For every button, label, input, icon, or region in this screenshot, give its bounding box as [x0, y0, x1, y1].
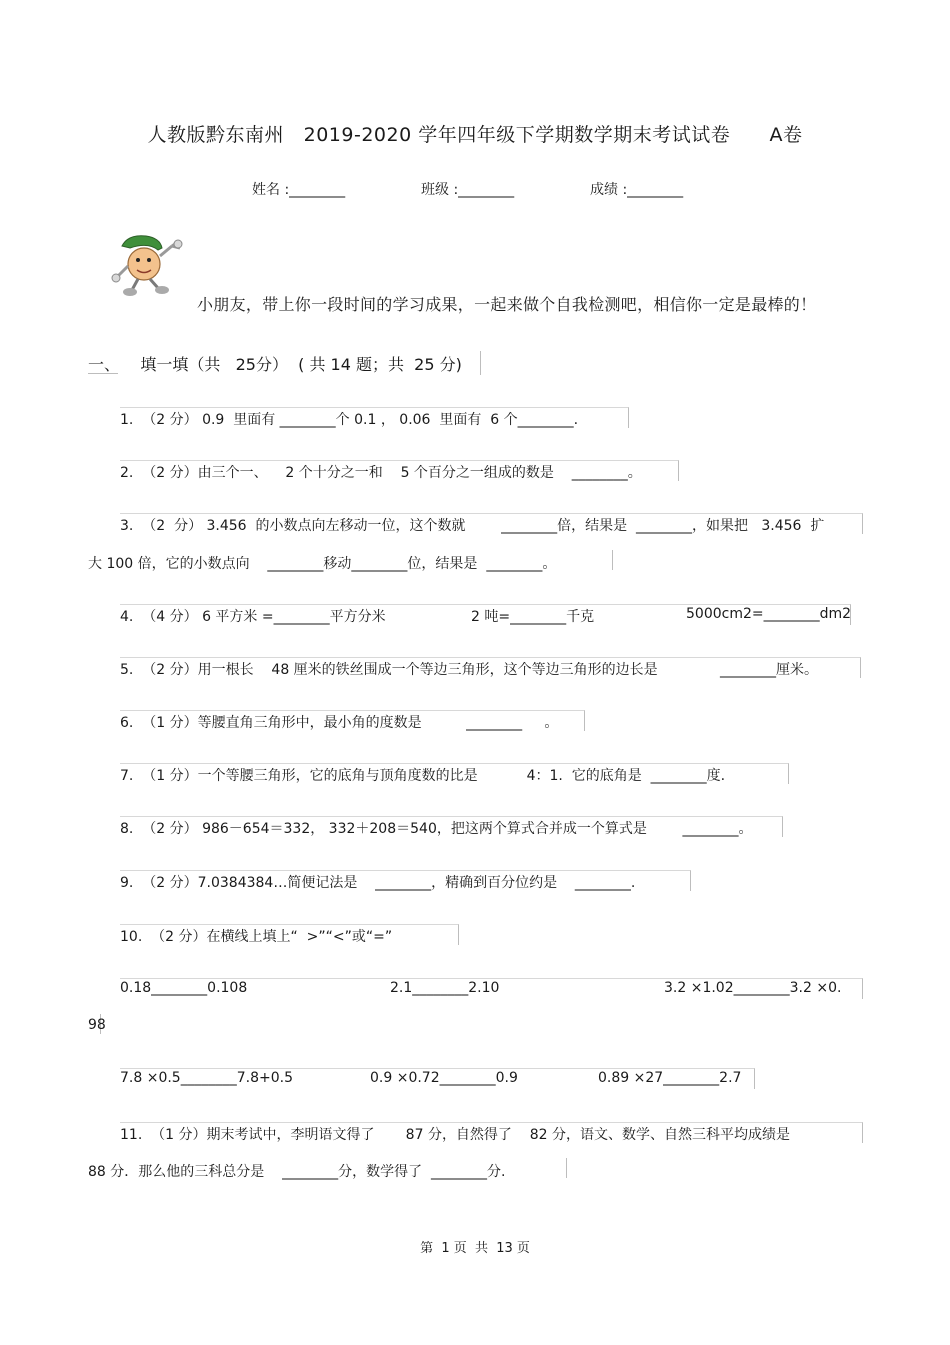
question-10-item-4: 7.8 ×0.5________7.8+0.5	[120, 1070, 293, 1086]
question-8: 8. （2 分） 986－654＝332， 332＋208＝540，把这两个算式合并成一个算式是 ________。	[120, 821, 753, 837]
cartoon-kid-icon	[108, 230, 190, 300]
question-7: 7. （1 分）一个等腰三角形，它的底角与顶角度数的比是 4：1. 它的底角是 ________度.	[120, 768, 726, 784]
question-2: 2. （2 分）由三个一、 2 个十分之一和 5 个百分之一组成的数是 ________。	[120, 465, 642, 481]
class-field[interactable]: 班级 :________	[421, 182, 515, 198]
question-10-item-2: 2.1________2.10	[390, 980, 500, 996]
question-9: 9. （2 分）7.0384384…简便记法是 ________，精确到百分位约是 ________.	[120, 875, 636, 891]
question-3-line-1: 3. （2 分） 3.456 的小数点向左移动一位，这个数就 ________倍，结果是 ________，如果把 3.456 扩	[120, 518, 825, 534]
encouragement-text: 小朋友，带上你一段时间的学习成果，一起来做个自我检测吧，相信你一定是最棒的！	[197, 295, 817, 314]
section-heading: 一、 填一填（共 25分） ( 共 14 题；共 25 分)	[88, 355, 462, 374]
question-4-part-1: 4. （4 分） 6 平方米 =________平方分米	[120, 609, 386, 625]
question-10-item-1: 0.18________0.108	[120, 980, 248, 996]
question-11-line-1: 11. （1 分）期末考试中，李明语文得了 87 分，自然得了 82 分，语文、数学、自然三科平均成绩是	[120, 1127, 791, 1143]
section-underline	[88, 373, 118, 374]
question-10: 10. （2 分）在横线上填上“ >”“<”或“=”	[120, 929, 393, 945]
question-6: 6. （1 分）等腰直角三角形中，最小角的度数是 ________ 。	[120, 715, 559, 731]
question-4-part-3: 5000cm2=________dm2	[686, 606, 852, 622]
question-3-line-2: 大 100 倍，它的小数点向 ________移动________位，结果是 ________。	[88, 556, 557, 572]
page-footer: 第 1 页 共 13 页	[420, 1241, 530, 1256]
question-10-item-3: 3.2 ×1.02________3.2 ×0.	[664, 980, 842, 996]
question-10-item-6: 0.89 ×27________2.7	[598, 1070, 742, 1086]
exam-title: 人教版黔东南州 2019-2020 学年四年级下学期数学期末考试试卷 A卷	[147, 124, 803, 146]
section-box	[88, 351, 481, 375]
question-5: 5. （2 分）用一根长 48 厘米的铁丝围成一个等边三角形，这个等边三角形的边长是 ________厘米。	[120, 662, 818, 678]
question-10-item-3-cont: 98	[88, 1017, 106, 1033]
name-field[interactable]: 姓名 :________	[252, 182, 346, 198]
question-11-line-2: 88 分．那么他的三科总分是 ________分，数学得了 ________分.	[88, 1164, 506, 1180]
question-1: 1. （2 分） 0.9 里面有 ________个 0.1 ， 0.06 里面有 6 个________.	[120, 412, 579, 428]
score-field[interactable]: 成绩 :________	[590, 182, 684, 198]
question-10-item-5: 0.9 ×0.72________0.9	[370, 1070, 518, 1086]
question-4-part-2: 2 吨=________千克	[471, 609, 595, 625]
